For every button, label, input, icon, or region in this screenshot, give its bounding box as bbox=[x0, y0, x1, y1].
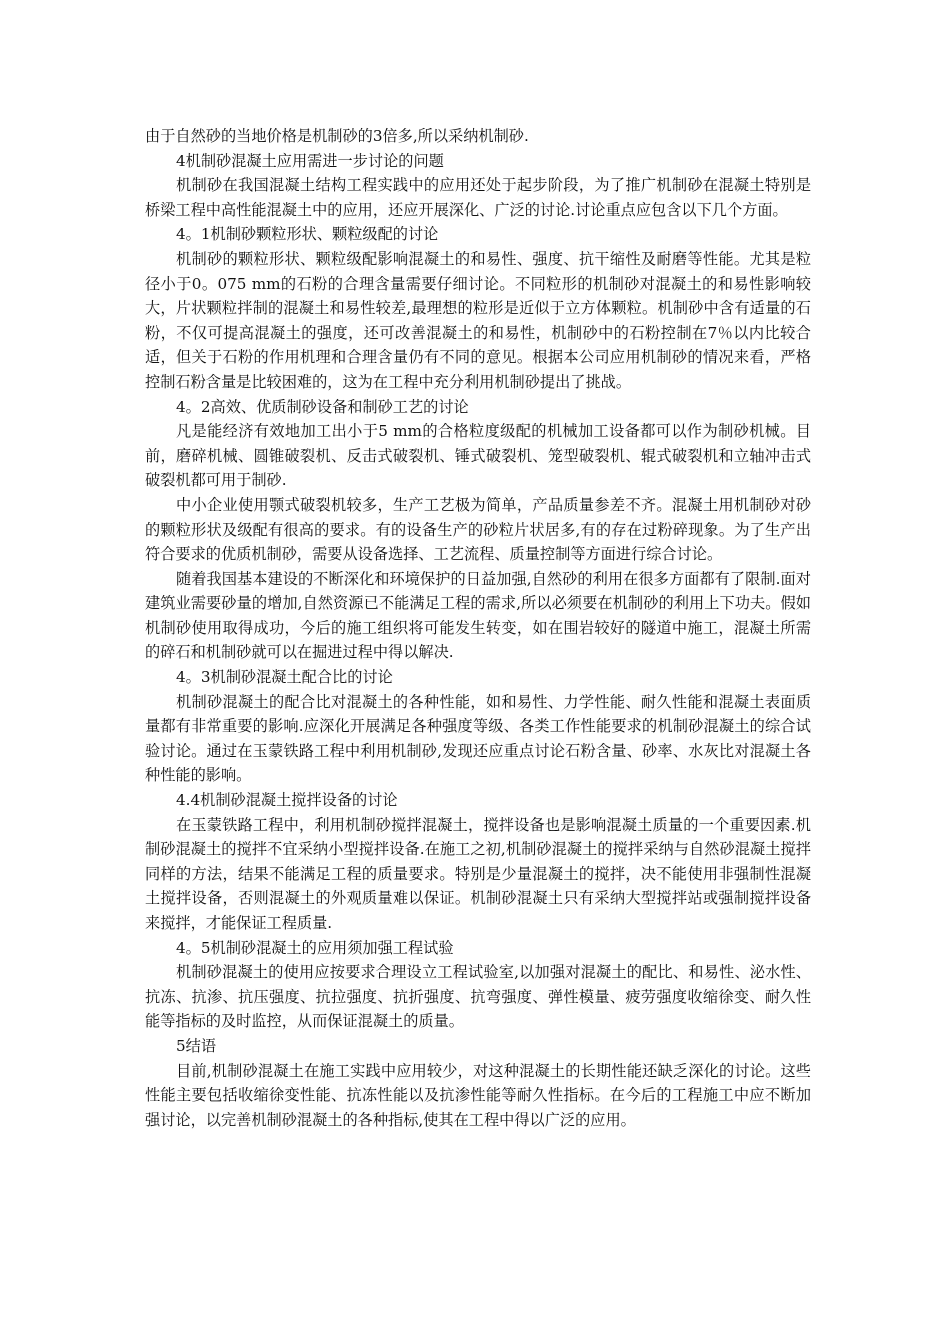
body-paragraph: 机制砂的颗粒形状、颗粒级配影响混凝土的和易性、强度、抗干缩性及耐磨等性能。尤其是粒径小于0。075 mm的石粉的合理含量需要仔细讨论。不同粒形的机制砂对混凝土的和易性影响较大，片状颗粒拌制的混凝土和易性较差,最理想的粒形是近似于立方体颗粒。机制砂中含有适量的石粉，不仅可提高混凝土的强度，还可改善混凝土的和易性，机制砂中的石粉控制在7％以内比较合适，但关于石粉的作用机理和合理含量仍有不同的意见。根据本公司应用机制砂的情况来看，严格控制石粉含量是比较困难的，这为在工程中充分利用机制砂提出了挑战。 bbox=[145, 249, 811, 391]
body-paragraph: 机制砂在我国混凝土结构工程实践中的应用还处于起步阶段，为了推广机制砂在混凝土特别是桥梁工程中高性能混凝土中的应用，还应开展深化、广泛的讨论.讨论重点应包含以下几个方面。 bbox=[145, 176, 811, 219]
document-page bbox=[145, 124, 811, 1132]
subsection-heading: 4。2高效、优质制砂设备和制砂工艺的讨论 bbox=[176, 397, 469, 416]
body-paragraph: 由于自然砂的当地价格是机制砂的3倍多,所以采纳机制砂. bbox=[145, 127, 529, 145]
body-paragraph: 机制砂混凝土的配合比对混凝土的各种性能，如和易性、力学性能、耐久性能和混凝土表面质量都有非常重要的影响.应深化开展满足各种强度等级、各类工作性能要求的机制砂混凝土的综合试验讨论。通过在玉蒙铁路工程中利用机制砂,发现还应重点讨论石粉含量、砂率、水灰比对混凝土各种性能的影响。 bbox=[145, 692, 811, 785]
body-paragraph: 机制砂混凝土的使用应按要求合理设立工程试验室,以加强对混凝土的配比、和易性、泌水性、抗冻、抗渗、抗压强度、抗拉强度、抗折强度、抗弯强度、弹性模量、疲劳强度收缩徐变、耐久性能等指标的及时监控，从而保证混凝土的质量。 bbox=[145, 963, 811, 1031]
subsection-heading: 4.4机制砂混凝土搅拌设备的讨论 bbox=[176, 791, 398, 810]
subsection-heading: 4。5机制砂混凝土的应用须加强工程试验 bbox=[176, 938, 454, 957]
body-paragraph: 在玉蒙铁路工程中，利用机制砂搅拌混凝土，搅拌设备也是影响混凝土质量的一个重要因素.机制砂混凝土的搅拌不宜采纳小型搅拌设备.在施工之初,机制砂混凝土的搅拌采纳与自然砂混凝土搅拌同样的方法，结果不能满足工程的质量要求。特别是少量混凝土的搅拌，决不能使用非强制性混凝土搅拌设备，否则混凝土的外观质量难以保证。机制砂混凝土只有采纳大型搅拌站或强制搅拌设备来搅拌，才能保证工程质量. bbox=[145, 815, 811, 932]
body-paragraph: 中小企业使用颚式破裂机较多，生产工艺极为简单，产品质量参差不齐。混凝土用机制砂对砂的颗粒形状及级配有很高的要求。有的设备生产的砂粒片状居多,有的存在过粉碎现象。为了生产出符合要求的优质机制砂，需要从设备选择、工艺流程、质量控制等方面进行综合讨论。 bbox=[145, 495, 811, 564]
section-heading: 4机制砂混凝土应用需进一步讨论的问题 bbox=[176, 151, 444, 170]
subsection-heading: 4。3机制砂混凝土配合比的讨论 bbox=[176, 668, 393, 687]
section-heading: 5结语 bbox=[176, 1036, 217, 1055]
subsection-heading: 4。1机制砂颗粒形状、颗粒级配的讨论 bbox=[176, 225, 439, 244]
body-paragraph: 目前,机制砂混凝土在施工实践中应用较少，对这种混凝土的长期性能还缺乏深化的讨论。这些性能主要包括收缩徐变性能、抗冻性能以及抗渗性能等耐久性指标。在今后的工程施工中应不断加强讨论，以完善机制砂混凝土的各种指标,使其在工程中得以广泛的应用。 bbox=[145, 1061, 811, 1129]
body-paragraph: 随着我国基本建设的不断深化和环境保护的日益加强,自然砂的利用在很多方面都有了限制.面对建筑业需要砂量的增加,自然资源已不能满足工程的需求,所以必须要在机制砂的利用上下功夫。假如机制砂使用取得成功，今后的施工组织将可能发生转变，如在围岩较好的隧道中施工，混凝土所需的碎石和机制砂就可以在掘进过程中得以解决. bbox=[145, 569, 811, 662]
body-paragraph: 凡是能经济有效地加工出小于5 mm的合格粒度级配的机械加工设备都可以作为制砂机械。目前，磨碎机械、圆锥破裂机、反击式破裂机、锤式破裂机、笼型破裂机、辊式破裂机和立轴冲击式破裂机都可用于制砂. bbox=[145, 422, 811, 490]
